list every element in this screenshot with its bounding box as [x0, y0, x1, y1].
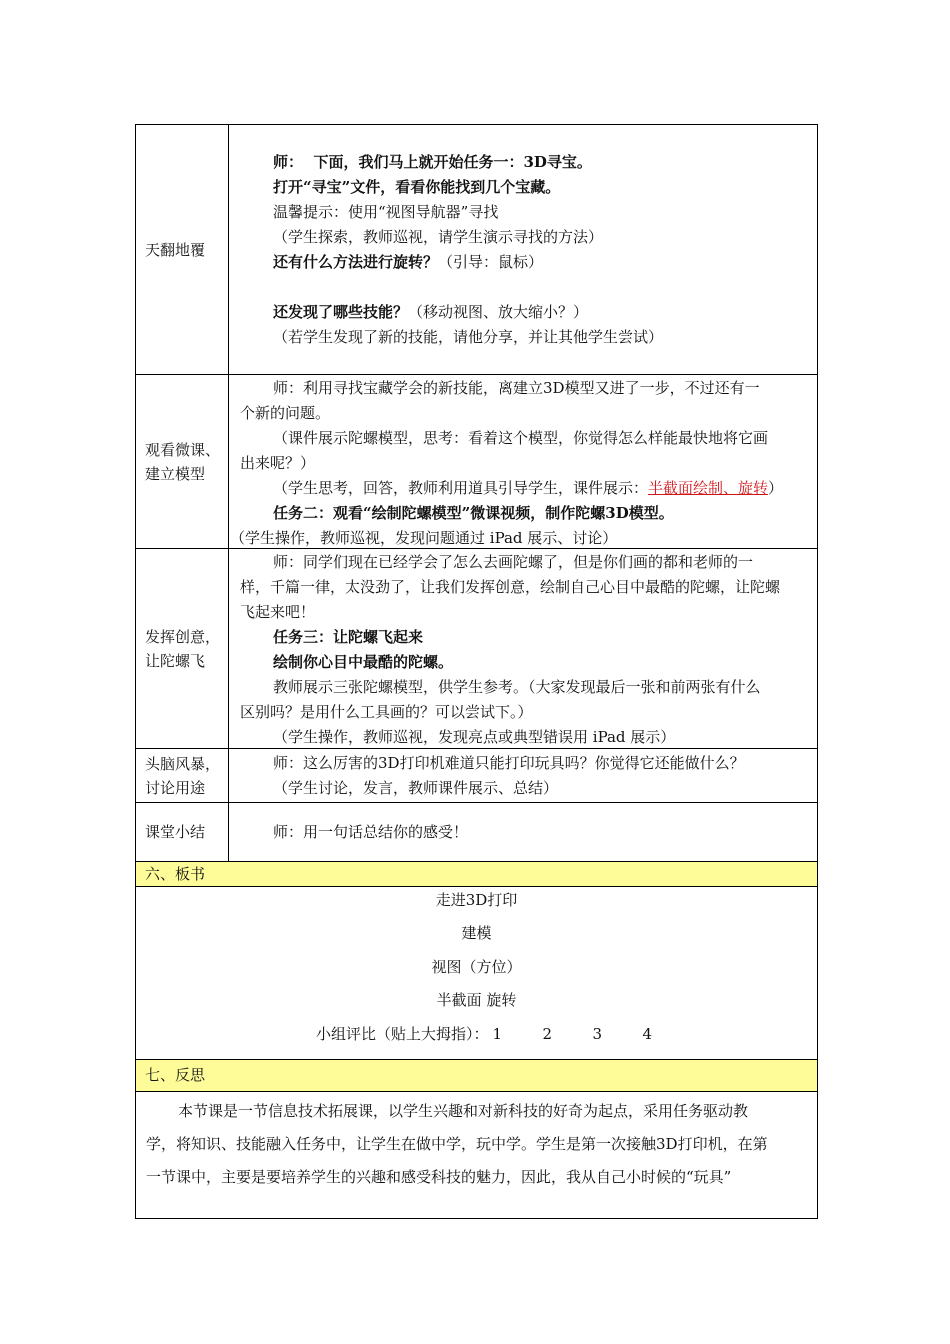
- content-line: 师：利用寻找宝藏学会的新技能，离建立3D模型又进了一步，不过还有一: [273, 379, 760, 397]
- content-line: [273, 300, 588, 324]
- activity-label-text: 观看微课、 建立模型: [145, 440, 221, 483]
- activity-row-treasure-hunt: [136, 125, 817, 375]
- activity-content: [230, 125, 817, 374]
- board-content: [136, 887, 817, 1060]
- section-heading-reflection: 七、反思: [136, 1060, 817, 1092]
- activity-content: [230, 549, 817, 748]
- paren-close: ）: [768, 479, 784, 497]
- teacher-prefix: 师：: [273, 153, 304, 171]
- group-score-number: 4: [642, 1025, 653, 1043]
- group-score-number: 3: [592, 1025, 603, 1043]
- activity-label: [136, 803, 229, 861]
- content-line: [273, 250, 543, 274]
- hint-text: （引导：鼠标）: [438, 253, 544, 271]
- content-line: （课件展示陀螺模型，思考：看着这个模型，你觉得怎么样能最快地将它画: [273, 429, 769, 447]
- activity-row-creative: [136, 549, 817, 749]
- activity-label-text: 头脑风暴， 讨论用途: [145, 754, 221, 797]
- courseware-text: （学生思考，回答，教师利用道具引导学生，课件展示：: [273, 479, 649, 497]
- board-line: 半截面 旋转: [436, 991, 517, 1009]
- bold-question: 还有什么方法进行旋转？: [273, 253, 439, 271]
- content-line: 打开“寻宝”文件，看看你能找到几个宝藏。: [273, 178, 561, 196]
- group-score-number: 2: [542, 1025, 553, 1043]
- content-line: 飞起来吧！: [240, 603, 316, 621]
- content-line: 教师展示三张陀螺模型，供学生参考。（大家发现最后一张和前两张有什么: [273, 678, 761, 696]
- reflection-line: 本节课是一节信息技术拓展课，以学生兴趣和对新科技的好奇为起点，采用任务驱动教: [178, 1102, 749, 1120]
- content-line: 区别吗？是用什么工具画的？可以尝试下。）: [240, 703, 533, 721]
- group-score-label: 小组评比（贴上大拇指）：: [316, 1025, 489, 1043]
- bold-question: 还发现了哪些技能？: [273, 303, 409, 321]
- board-line: 走进3D打印: [435, 891, 518, 909]
- section-heading-board: 六、板书: [136, 862, 817, 887]
- activity-label-text: 发挥创意， 让陀螺飞: [145, 627, 221, 670]
- content-line: 样，千篇一律，太没劲了，让我们发挥创意，绘制自己心目中最酷的陀螺，让陀螺: [240, 578, 781, 596]
- content-line: 师：同学们现在已经学会了怎么去画陀螺了，但是你们画的都和老师的一: [273, 553, 754, 571]
- content-line: 师：这么厉害的3D打印机难道只能打印玩具吗？你觉得它还能做什么？: [273, 754, 745, 772]
- content-line: 个新的问题。: [240, 404, 331, 422]
- content-line: 任务三：让陀螺飞起来: [273, 628, 424, 646]
- activity-content: [230, 803, 817, 861]
- activity-content: [230, 749, 817, 802]
- content-line: [273, 476, 783, 500]
- content-line: [273, 150, 592, 174]
- lesson-plan-table: [135, 124, 818, 1219]
- content-line: 师：用一句话总结你的感受！: [273, 823, 469, 841]
- reflection-line: 学，将知识、技能融入任务中，让学生在做中学，玩中学。学生是第一次接触3D打印机，在第: [146, 1135, 768, 1153]
- activity-label: [136, 549, 229, 748]
- content-line: （学生讨论，发言，教师课件展示、总结）: [273, 779, 559, 797]
- content-line: 温馨提示：使用“视图导航器”寻找: [273, 203, 499, 221]
- content-line: （学生操作，教师巡视，发现问题通过 iPad 展示、讨论）: [230, 529, 618, 547]
- content-line: （若学生发现了新的技能，请他分享，并让其他学生尝试）: [273, 328, 664, 346]
- content-line: 任务二：观看“绘制陀螺模型”微课视频，制作陀螺3D模型。: [273, 504, 674, 522]
- activity-label-text: 课堂小结: [145, 823, 206, 841]
- group-score-line: [316, 1022, 663, 1046]
- board-line: 视图（方位）: [431, 958, 522, 976]
- content-line: 出来呢？）: [240, 454, 316, 472]
- content-line: 绘制你心目中最酷的陀螺。: [273, 653, 454, 671]
- activity-row-build-model: [136, 375, 817, 549]
- activity-label-text: 天翻地覆: [145, 240, 206, 259]
- task-one-text: 下面，我们马上就开始任务一：3D寻宝。: [313, 153, 592, 171]
- activity-label: [136, 375, 229, 548]
- reflection-content: [136, 1092, 817, 1218]
- hint-text: （移动视图、放大缩小？）: [408, 303, 589, 321]
- activity-row-brainstorm: [136, 749, 817, 803]
- content-line: （学生探索，教师巡视，请学生演示寻找的方法）: [273, 228, 604, 246]
- reflection-line: 一节课中，主要是要培养学生的兴趣和感受科技的魅力，因此，我从自己小时候的“玩具”: [146, 1168, 732, 1186]
- content-line: （学生操作，教师巡视，发现亮点或典型错误用 iPad 展示）: [273, 728, 676, 746]
- group-score-number: 1: [492, 1025, 503, 1043]
- activity-label: [136, 749, 229, 802]
- activity-label: [136, 125, 229, 374]
- board-line: 建模: [461, 924, 492, 942]
- activity-content: [230, 375, 817, 548]
- activity-row-summary: [136, 803, 817, 862]
- courseware-link[interactable]: 半截面绘制、旋转: [648, 479, 769, 497]
